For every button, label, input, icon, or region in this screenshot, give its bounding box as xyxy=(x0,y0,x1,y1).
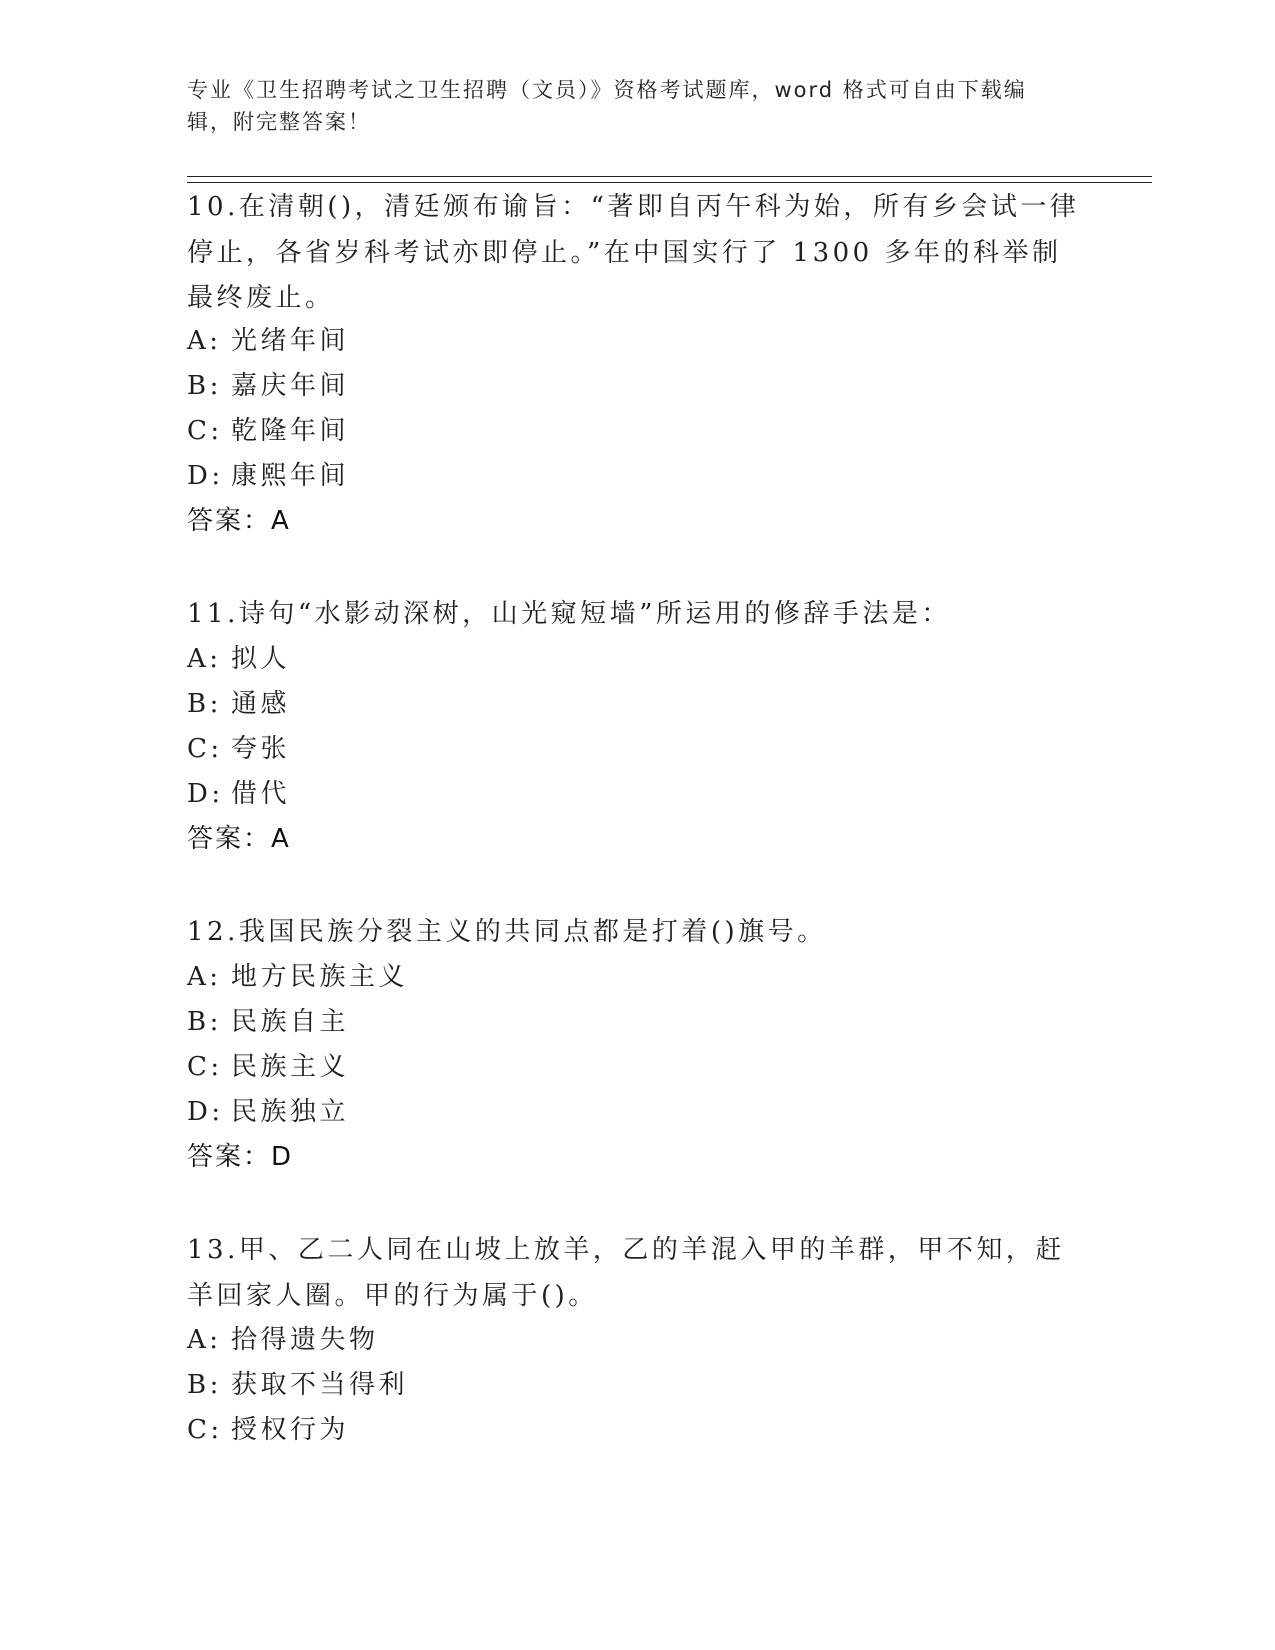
option-c xyxy=(187,1408,349,1453)
option-letter: D: xyxy=(187,1097,224,1127)
header-divider xyxy=(187,176,1152,177)
option-text: 拾得遗失物 xyxy=(231,1325,379,1355)
option-b xyxy=(187,364,349,409)
option-text: 授权行为 xyxy=(231,1415,350,1445)
option-c xyxy=(187,409,349,454)
option-b xyxy=(187,1363,408,1408)
option-text: 民族独立 xyxy=(231,1097,350,1127)
option-letter: B: xyxy=(187,1370,222,1400)
option-text: 通感 xyxy=(231,689,291,719)
option-letter: C: xyxy=(187,1415,223,1445)
option-text: 民族主义 xyxy=(231,1052,350,1082)
option-letter: C: xyxy=(187,734,223,764)
option-text: 夸张 xyxy=(231,734,291,764)
option-letter: A: xyxy=(187,1325,222,1355)
option-text: 地方民族主义 xyxy=(231,962,409,992)
option-letter: C: xyxy=(187,1052,223,1082)
option-letter: C: xyxy=(187,416,223,446)
option-d xyxy=(187,454,349,499)
document-header: 专业《卫生招聘考试之卫生招聘（文员）》资格考试题库，word 格式可自由下载编辑，附完整答案！ xyxy=(187,78,1027,134)
option-text: 光绪年间 xyxy=(231,326,350,356)
option-letter: B: xyxy=(187,689,222,719)
option-a xyxy=(187,319,349,364)
option-c xyxy=(187,727,290,772)
option-c xyxy=(187,1045,349,1090)
option-b xyxy=(187,1000,349,1045)
option-a xyxy=(187,637,290,682)
question-text: 10.在清朝()，清廷颁布谕旨：“著即自丙午科为始，所有乡会试一律停止，各省岁科考试亦即停止。”在中国实行了 1300 多年的科举制最终废止。 xyxy=(187,192,1080,313)
option-a xyxy=(187,1318,379,1363)
option-letter: D: xyxy=(187,779,224,809)
question-text: 13.甲、乙二人同在山坡上放羊，乙的羊混入甲的羊群，甲不知，赶羊回家人圈。甲的行为属于()。 xyxy=(187,1235,1065,1311)
question-text: 12.我国民族分裂主义的共同点都是打着()旗号。 xyxy=(187,917,827,947)
option-text: 获取不当得利 xyxy=(231,1370,409,1400)
option-text: 乾隆年间 xyxy=(231,416,350,446)
answer-line: 答案：A xyxy=(187,506,291,536)
option-letter: A: xyxy=(187,644,222,674)
option-b xyxy=(187,682,290,727)
option-text: 拟人 xyxy=(231,644,291,674)
option-text: 借代 xyxy=(231,779,291,809)
option-letter: B: xyxy=(187,1007,222,1037)
option-letter: B: xyxy=(187,371,222,401)
header-divider-second xyxy=(187,182,1152,183)
option-a xyxy=(187,955,408,1000)
option-text: 民族自主 xyxy=(231,1007,350,1037)
option-letter: A: xyxy=(187,962,222,992)
answer-line: 答案：D xyxy=(187,1142,294,1172)
question-text: 11.诗句“水影动深树，山光窥短墙”所运用的修辞手法是： xyxy=(187,599,951,629)
option-letter: D: xyxy=(187,461,224,491)
option-text: 嘉庆年间 xyxy=(231,371,350,401)
answer-line: 答案：A xyxy=(187,824,291,854)
option-d xyxy=(187,1090,349,1135)
option-text: 康熙年间 xyxy=(231,461,350,491)
option-d xyxy=(187,772,290,817)
option-letter: A: xyxy=(187,326,222,356)
